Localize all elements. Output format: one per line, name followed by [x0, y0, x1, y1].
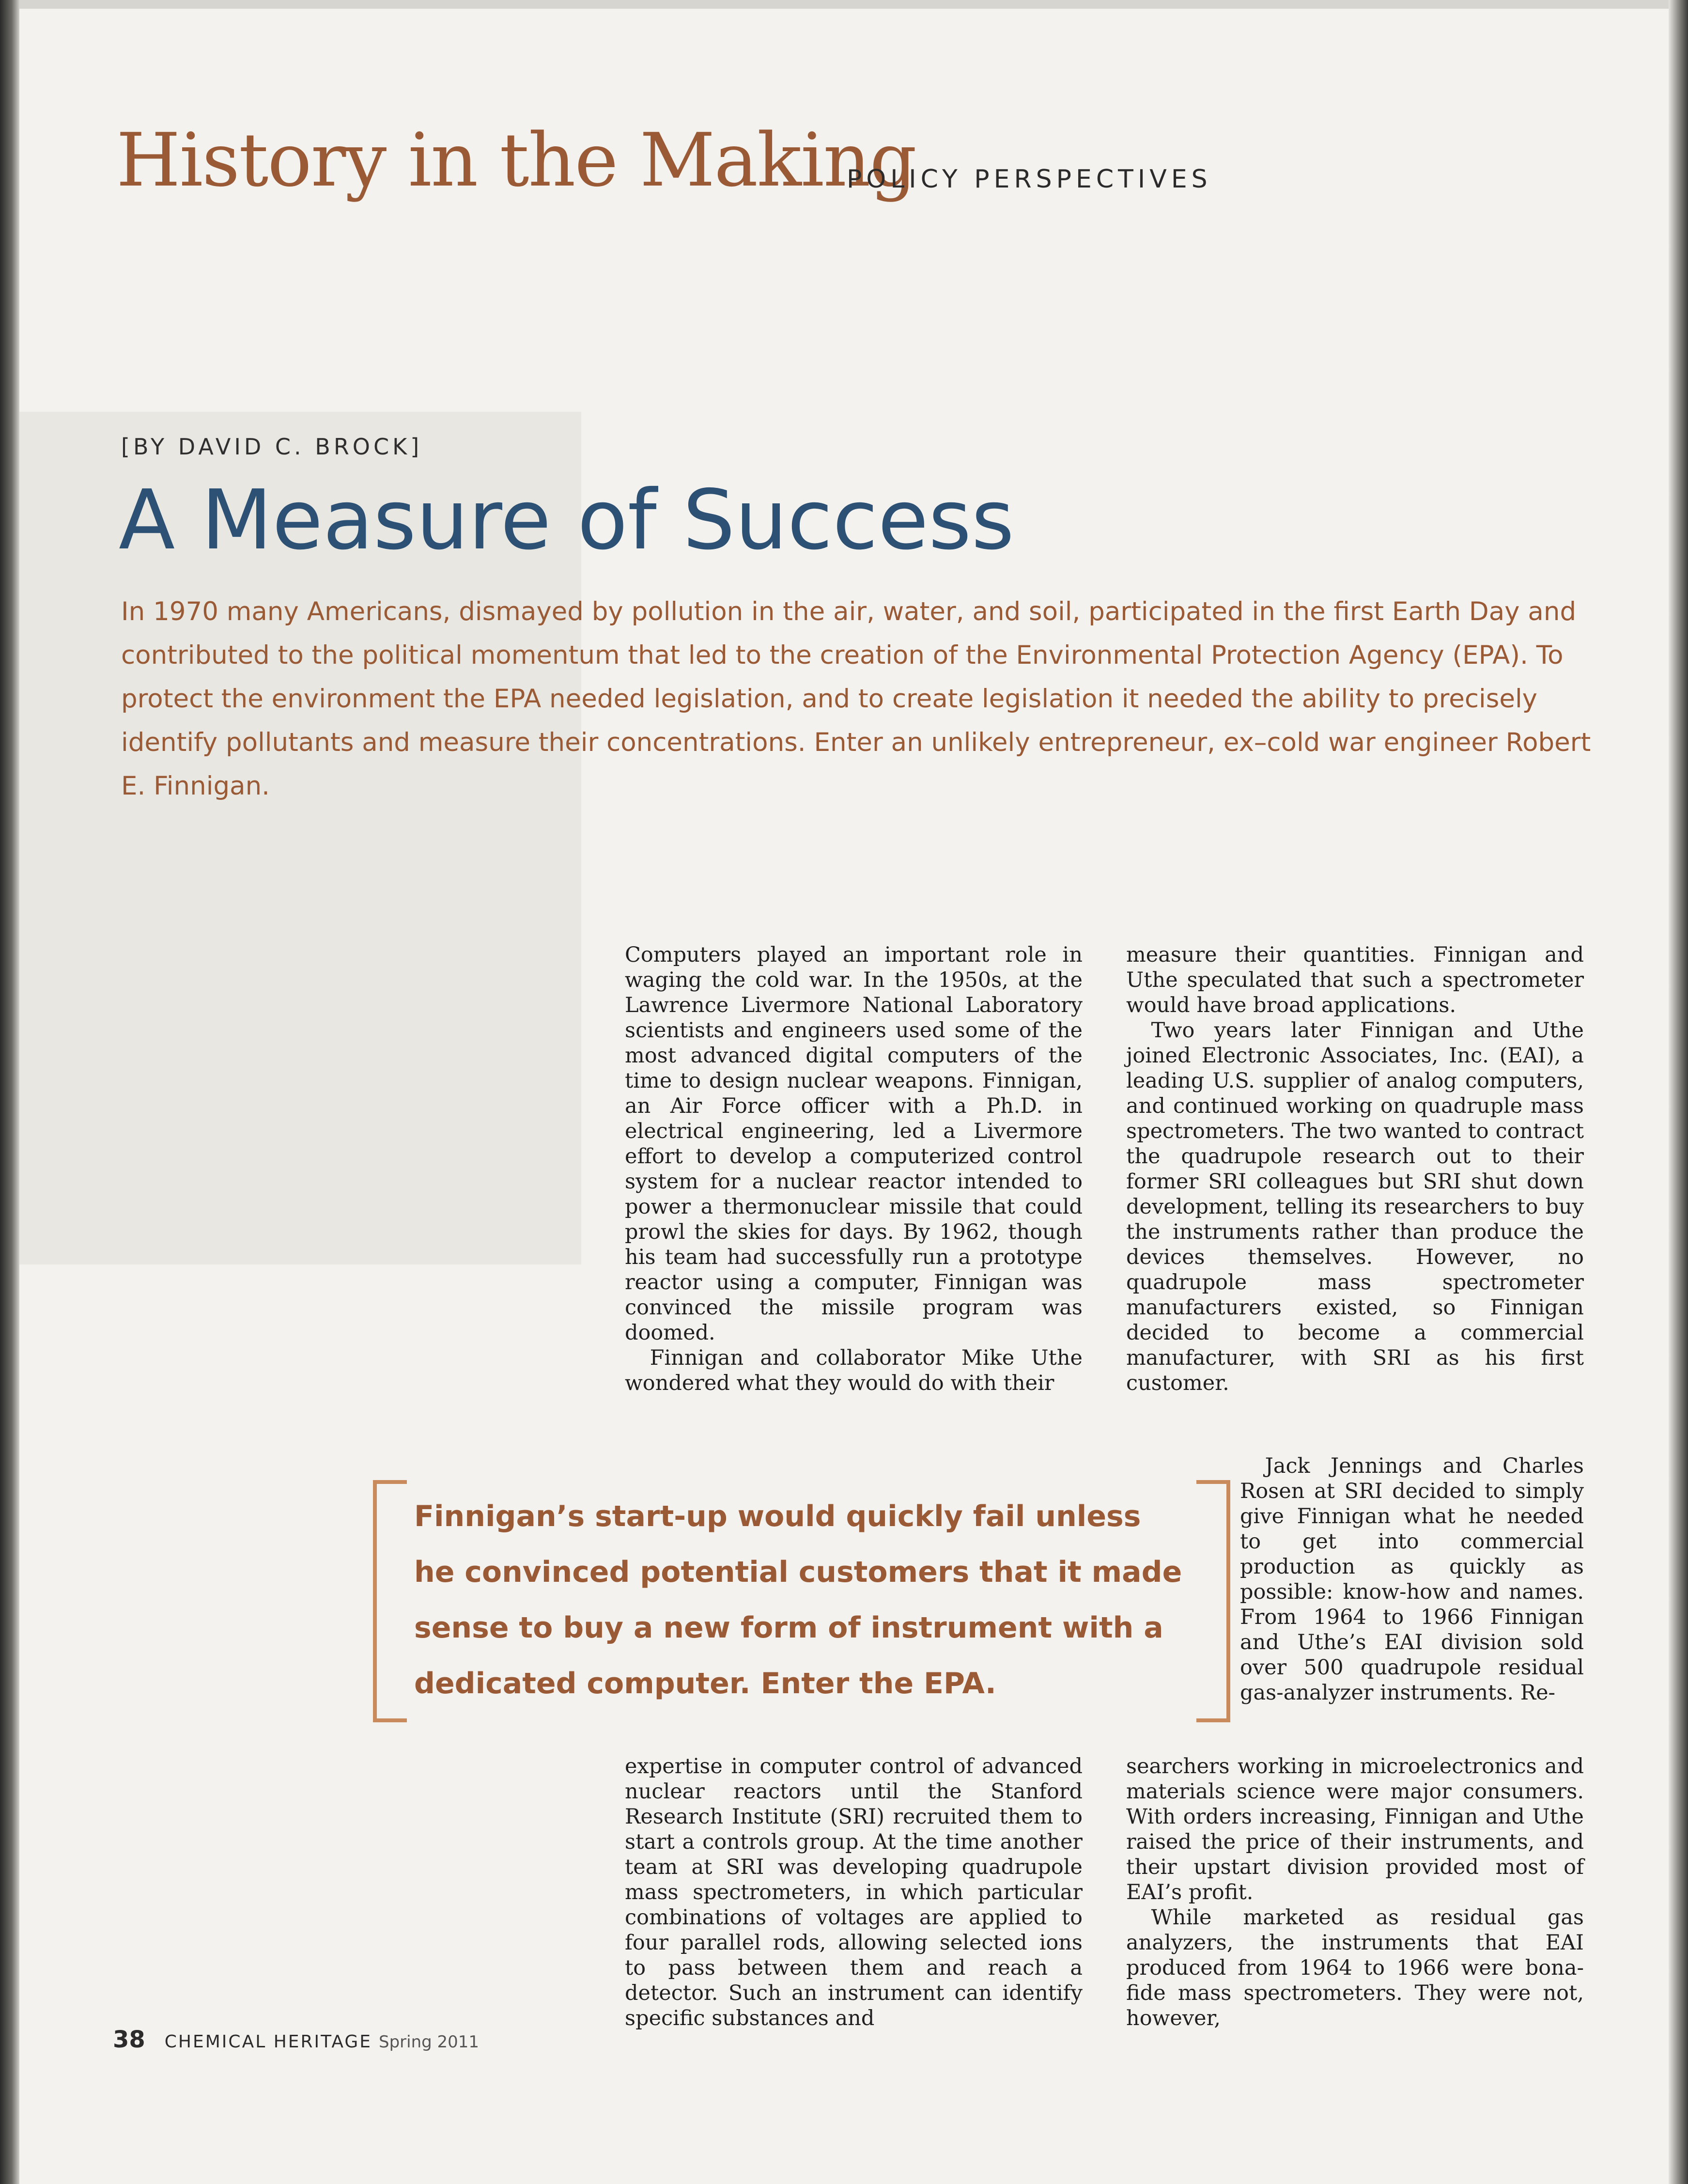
body-column-1-top	[625, 942, 1083, 1396]
paragraph: Computers played an important role in waging the cold war. In the 1950s, at the Lawrence Livermore National Laboratory scientists and engineers used some of the most advanced digital computers of the time to design nuclear weapons. Finnigan, an Air Force officer with a Ph.D. in electrical engineering, led a Livermore effort to develop a computerized control system for a nuclear reactor intended to power a thermonuclear missile that could prowl the skies for days. By 1962, though his team had successfully run a prototype reactor using a computer, Finnigan was convinced the missile program was doomed.	[625, 943, 1083, 1345]
publication-name: CHEMICAL HERITAGE	[164, 2032, 372, 2052]
paragraph: expertise in computer control of advanced nuclear reactors until the Stanford Research Institute (SRI) recruited them to start a controls group. At the time another team at SRI was developing quadrupole mass spectrometers, in which particular combinations of voltages are applied to four parallel rods, allowing selected ions to pass between them and reach a detector. Such an instrument can identify specific substances and	[625, 1754, 1083, 2030]
binding-shadow	[0, 0, 19, 2184]
section-label: POLICY PERSPECTIVES	[847, 165, 1212, 194]
paragraph: Finnigan and collaborator Mike Uthe wondered what they would do with their	[625, 1346, 1083, 1395]
article-dek: In 1970 many Americans, dismayed by pollution in the air, water, and soil, participated in the first Earth Day and contributed to the political momentum that led to the creation of the Environmental Protection Agency (EPA). To protect the environment the EPA needed legislation, and to create legislation it needed the ability to precisely identify pollutants and measure their concentrations. Enter an unlikely entrepreneur, ex–cold war engineer Robert E. Finnigan.	[121, 597, 1591, 801]
paragraph: searchers working in microelectronics and materials science were major consumers. With orders increasing, Finnigan and Uthe raised the price of their instruments, and their upstart division provided most of EAI’s profit.	[1126, 1754, 1584, 1904]
body-column-2-bottom	[1126, 1754, 1584, 2031]
byline: [BY DAVID C. BROCK]	[121, 434, 423, 460]
top-margin-band	[19, 0, 1669, 9]
page-footer	[113, 2026, 479, 2053]
paragraph: While marketed as residual gas analyzers, the instruments that EAI produced from 1964 to 1966 were bona-fide mass spectrometers. They were not, however,	[1126, 1905, 1584, 2030]
article-headline: A Measure of Success	[119, 472, 1015, 568]
right-bracket	[1196, 1480, 1230, 1722]
paragraph: Two years later Finnigan and Uthe joined Electronic Associates, Inc. (EAI), a leading U.S. supplier of analog computers, and continued working on quadruple mass spectrometers. The two wanted to contract the quadrupole research out to their former SRI colleagues but SRI shut down development, telling its researchers to buy the instruments rather than produce the devices themselves. However, no quadrupole mass spectrometer manufacturers existed, so Finnigan decided to become a commercial manufacturer, with SRI as his first customer.	[1126, 1018, 1584, 1395]
issue-date: Spring 2011	[378, 2032, 480, 2052]
pull-quote-text: Finnigan’s start-up would quickly fail unless he convinced potential customers that it made sense to buy a new form of instrument with a dedicated computer. Enter the EPA.	[414, 1499, 1182, 1700]
left-bracket	[373, 1480, 407, 1722]
page-number: 38	[113, 2026, 145, 2053]
column-title: History in the Making	[116, 117, 916, 203]
body-column-1-bottom	[625, 1754, 1083, 2031]
page-edge	[1669, 0, 1688, 2184]
body-column-2-wrap	[1240, 1453, 1584, 1705]
paragraph: measure their quantities. Finnigan and Uthe speculated that such a spectrometer would have broad applications.	[1126, 943, 1584, 1017]
paragraph: Jack Jennings and Charles Rosen at SRI decided to simply give Finnigan what he needed to get into commercial production as quickly as possible: know-how and names. From 1964 to 1966 Finnigan and Uthe’s EAI division sold over 500 quadrupole residual gas-analyzer instruments. Re-	[1240, 1454, 1584, 1705]
body-column-2-top	[1126, 942, 1584, 1396]
pull-quote	[373, 1480, 1230, 1732]
